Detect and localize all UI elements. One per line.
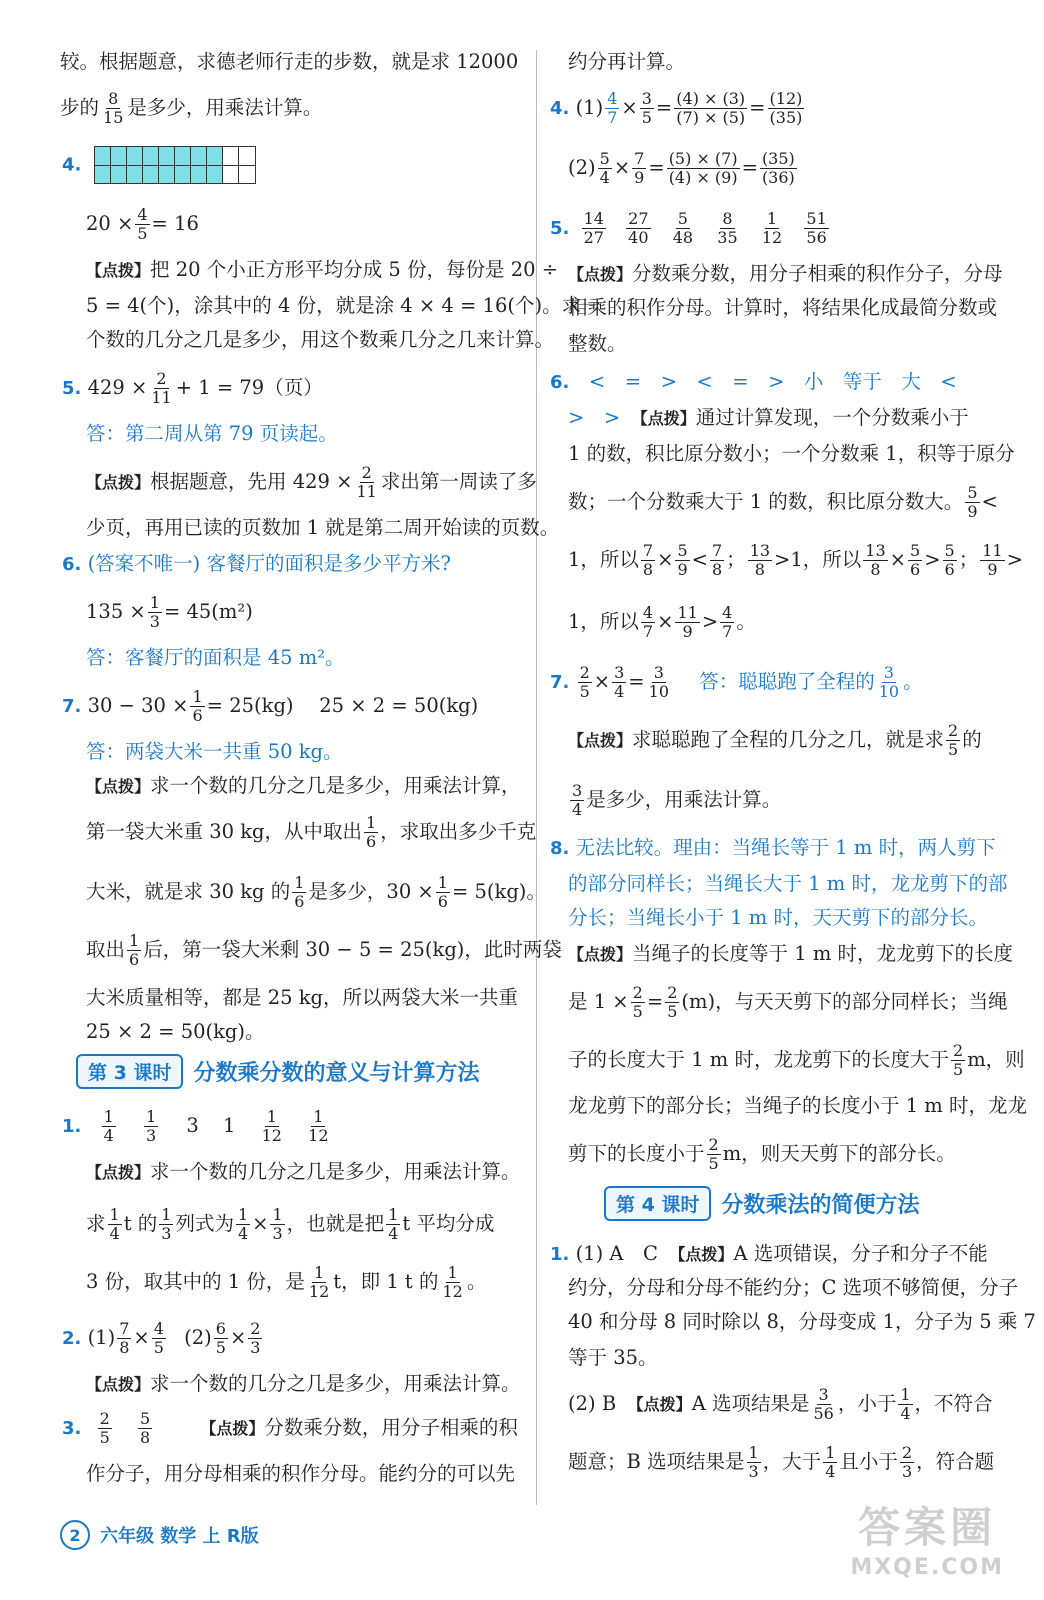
exercise-5: 5. $\frac{14}{27}$ $\frac{27}{40}$ $\frac{5}{48}$ $\frac{8}{35}$ $\frac{1}{12}$ $\frac{51}{56}$ bbox=[550, 209, 827, 247]
hint-text: 是 1 × $\frac{2}{5}$ = $\frac{2}{5}$ (m)，与天天剪下的部分同样长；当绳 bbox=[568, 983, 1008, 1021]
hint-text: 取出 $\frac{1}{6}$ 后，第一袋大米剩 30 − 5 = 25(kg)，此时两袋 bbox=[86, 931, 562, 969]
hint-text: 【点拨】求一个数的几分之几是多少，用乘法计算。 bbox=[86, 1372, 521, 1395]
exercise-4-1: 4. (1) $\frac{4}{7}$ × $\frac{3}{5}$ = $\frac{(4) \times (3)}{(7) \times (5)}$ = $\frac{(12)}{(35)}$ bbox=[550, 89, 803, 127]
hint-text: 求 $\frac{1}{4}$ t 的 $\frac{1}{3}$ 列式为 $\frac{1}{4}$ × $\frac{1}{3}$ ，也就是把 $\frac{1}{4}$ t 平均分成 bbox=[86, 1205, 495, 1243]
answer-text: 分长；当绳长小于 1 m 时，天天剪下的部分长。 bbox=[568, 906, 988, 929]
hint-text: 5 = 4(个)，涂其中的 4 份，就是涂 4 × 4 = 16(个)。求一 bbox=[86, 294, 601, 317]
hint-text: 相乘的积作分母。计算时，将结果化成最简分数或 bbox=[568, 296, 998, 319]
lesson4-exercise-1: 1. (1) A C 【点拨】A 选项错误，分子和分子不能 bbox=[550, 1242, 988, 1265]
fraction: $\frac{8}{15}$ bbox=[103, 89, 124, 127]
square-grid bbox=[94, 146, 256, 184]
hint-text: 【点拨】分数乘分数，用分子相乘的积作分子，分母 bbox=[568, 262, 1003, 285]
text-line: 约分再计算。 bbox=[568, 50, 686, 73]
hint-text: 【点拨】根据题意，先用 429 × $\frac{2}{11}$ 求出第一周读了多 bbox=[86, 463, 537, 501]
page-number: 2 bbox=[60, 1520, 90, 1550]
hint-text: (2) B 【点拨】A 选项结果是 $\frac{3}{56}$ ，小于 $\frac{1}{4}$ ，不符合 bbox=[568, 1385, 993, 1423]
hint-text: 【点拨】求聪聪跑了全程的几分之几，就是求 $\frac{2}{5}$ 的 bbox=[568, 721, 982, 759]
hint-text: 3 份，取其中的 1 份，是 $\frac{1}{12}$ t，即 1 t 的 $\frac{1}{12}$ 。 bbox=[86, 1263, 487, 1301]
hint-text: 25 × 2 = 50(kg)。 bbox=[86, 1020, 265, 1043]
lesson-3-title: 分数乘分数的意义与计算方法 bbox=[193, 1061, 480, 1086]
hint-text: $\frac{3}{4}$ 是多少，用乘法计算。 bbox=[572, 781, 782, 819]
hint-text: 大米，就是求 30 kg 的 $\frac{1}{6}$ 是多少，30 × $\frac{1}{6}$ = 5(kg)。 bbox=[86, 873, 546, 911]
hint-text: 【点拨】当绳子的长度等于 1 m 时，龙龙剪下的长度 bbox=[568, 942, 1014, 965]
hint-text: 龙龙剪下的部分长；当绳子的长度小于 1 m 时，龙龙 bbox=[568, 1094, 1027, 1117]
answer-text: 答：客餐厅的面积是 45 m²。 bbox=[86, 646, 345, 669]
exercise-1: 1. $\frac{1}{4}$ $\frac{1}{3}$ 3 1 $\frac{1}{12}$ $\frac{1}{12}$ bbox=[62, 1107, 329, 1145]
question-4: 4. bbox=[62, 146, 256, 184]
hint-text: > > 【点拨】通过计算发现，一个分数乘小于 bbox=[568, 406, 969, 429]
hint-text: 约分，分母和分母不能约分；C 选项不够简便，分子 bbox=[568, 1276, 1019, 1299]
lesson-3-banner bbox=[76, 1054, 479, 1089]
hint-text: 少页，再用已读的页数加 1 就是第二周开始读的页数。 bbox=[86, 516, 560, 539]
hint-text: 作分子，用分母相乘的积作分母。能约分的可以先 bbox=[86, 1462, 516, 1485]
hint-text: 题意；B 选项结果是 $\frac{1}{3}$ ，大于 $\frac{1}{4}$ 且小于 $\frac{2}{3}$ ，符合题 bbox=[568, 1443, 995, 1481]
answer-text: 的部分同样长；当绳长大于 1 m 时，龙龙剪下的部 bbox=[568, 872, 1008, 895]
hint-text: 剪下的长度小于 $\frac{2}{5}$ m，则天天剪下的部分长。 bbox=[568, 1135, 956, 1173]
hint-text: 40 和分母 8 同时除以 8，分母变成 1，分子为 5 乘 7 bbox=[568, 1310, 1036, 1333]
exercise-2: 2. (1) $\frac{7}{8}$ × $\frac{4}{5}$ (2) $\frac{6}{5}$ × $\frac{2}{3}$ bbox=[62, 1319, 261, 1357]
exercise-4-2: (2) $\frac{5}{4}$ × $\frac{7}{9}$ = $\frac{(5) \times (7)}{(4) \times (9)}$ = $\frac{(35)}{(36)}$ bbox=[568, 149, 795, 187]
question-7: 7. 30 − 30 × $\frac{1}{6}$ = 25(kg) 25 × 2 = 50(kg) bbox=[62, 687, 479, 725]
equation: 135 × $\frac{1}{3}$ = 45(m²) bbox=[86, 593, 253, 631]
hint-text: 【点拨】求一个数的几分之几是多少，用乘法计算， bbox=[86, 774, 521, 797]
exercise-3: 3. $\frac{2}{5}$ $\frac{5}{8}$ 【点拨】分数乘分数，用分子相乘的积 bbox=[62, 1409, 518, 1447]
hint-text: 子的长度大于 1 m 时，龙龙剪下的长度大于 $\frac{2}{5}$ m，则 bbox=[568, 1041, 1025, 1079]
lesson-3-label: 第 3 课时 bbox=[76, 1054, 183, 1089]
page-footer bbox=[60, 1520, 259, 1550]
book-brand: 六年级 数学 上 R版 bbox=[100, 1526, 259, 1547]
hint-text: 数；一个分数乘大于 1 的数，积比原分数大。 $\frac{5}{9}$ < bbox=[568, 483, 998, 521]
lesson-4-banner bbox=[604, 1186, 919, 1221]
watermark-logo: 答案圈 MXQE.COM bbox=[850, 1503, 1004, 1580]
hint-text: 大米质量相等，都是 25 kg，所以两袋大米一共重 bbox=[86, 986, 519, 1009]
exercise-6: 6. < = > < = > 小 等于 大 < bbox=[550, 370, 957, 393]
lesson-4-title: 分数乘法的简便方法 bbox=[721, 1193, 920, 1218]
hint-text: 第一袋大米重 30 kg，从中取出 $\frac{1}{6}$ ，求取出多少千克 bbox=[86, 813, 537, 851]
answer-text: 答：两袋大米一共重 50 kg。 bbox=[86, 740, 343, 763]
hint-text: 【点拨】求一个数的几分之几是多少，用乘法计算。 bbox=[86, 1160, 521, 1183]
hint-text: 个数的几分之几是多少，用这个数乘几分之几来计算。 bbox=[86, 328, 555, 351]
exercise-8: 8. 无法比较。理由：当绳长等于 1 m 时，两人剪下 bbox=[550, 836, 996, 859]
hint-text: 【点拨】把 20 个小正方形平均分成 5 份，每份是 20 ÷ bbox=[86, 258, 559, 281]
lesson-4-label: 第 4 课时 bbox=[604, 1186, 711, 1221]
hint-text: 1，所以 $\frac{4}{7}$ × $\frac{11}{9}$ > $\frac{4}{7}$ 。 bbox=[568, 603, 756, 641]
equation: 20 × $\frac{4}{5}$ = 16 bbox=[86, 205, 199, 243]
hint-text: 整数。 bbox=[568, 332, 627, 355]
exercise-7: 7. $\frac{2}{5}$ × $\frac{3}{4}$ = $\frac{3}{10}$ 答：聪聪跑了全程的 $\frac{3}{10}$ 。 bbox=[550, 663, 923, 701]
hint-text: 1 的数，积比原分数小；一个分数乘 1，积等于原分 bbox=[568, 442, 1015, 465]
question-6: 6. (答案不唯一) 客餐厅的面积是多少平方米? bbox=[62, 552, 451, 575]
hint-text: 等于 35。 bbox=[568, 1346, 658, 1369]
answer-text: 答：第二周从第 79 页读起。 bbox=[86, 422, 338, 445]
question-5: 5. 429 × $\frac{2}{11}$ + 1 = 79（页） bbox=[62, 369, 323, 407]
hint-text: 1，所以 $\frac{7}{8}$ × $\frac{5}{9}$ < $\frac{7}{8}$ ； $\frac{13}{8}$ >1，所以 $\frac{13}{8}$ × $\frac{5}{6}$ > $\frac{5}{6}$ ； $\frac{11}{9}$ > bbox=[568, 541, 1023, 579]
text-line: 步的 $\frac{8}{15}$ 是多少，用乘法计算。 bbox=[60, 89, 323, 127]
text-line: 较。根据题意，求德老师行走的步数，就是求 12000 bbox=[60, 50, 519, 73]
